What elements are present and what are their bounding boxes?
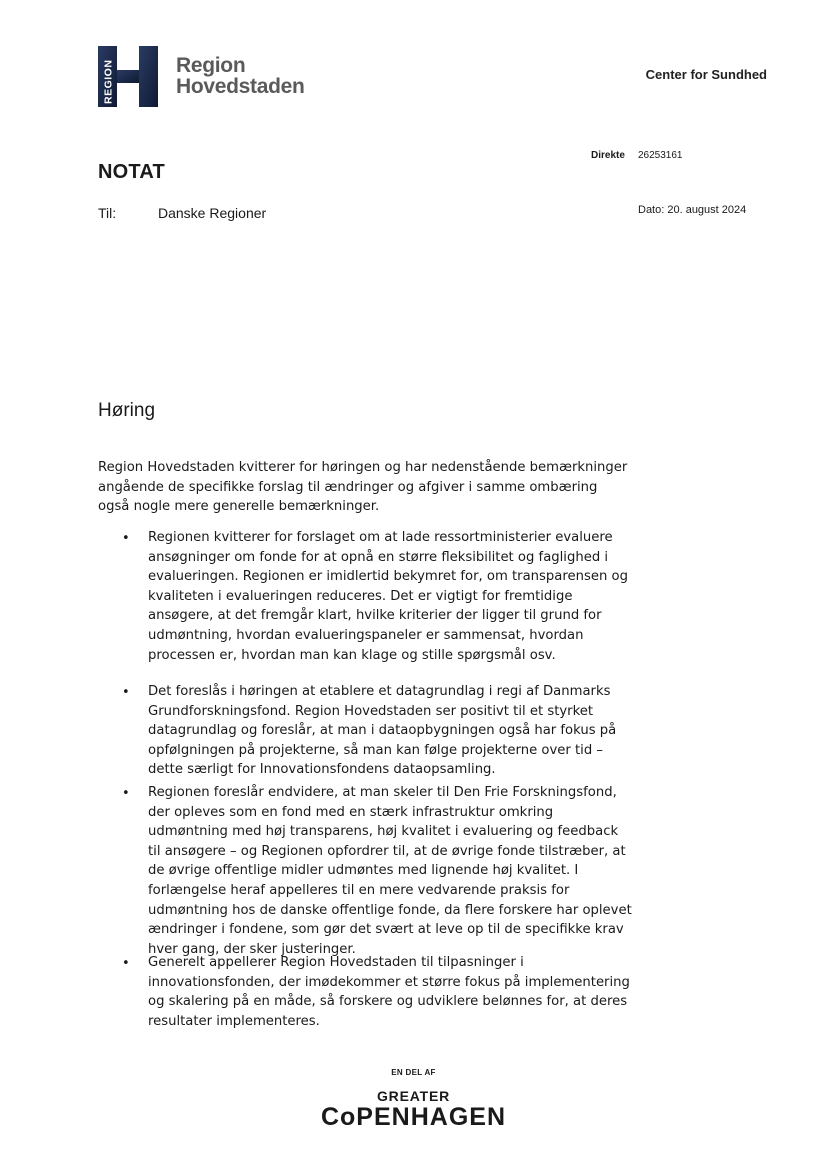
bullet-marker: • [122, 685, 130, 700]
bullet-marker: • [122, 531, 130, 546]
bullet-marker: • [122, 786, 130, 801]
direkte-phone: 26253161 [638, 150, 683, 161]
footer-part-of: EN DEL AF [391, 1068, 436, 1077]
region-logo [98, 46, 305, 108]
footer-brand-greater: GREATER [376, 1088, 450, 1104]
logo-line-region: Region [176, 54, 246, 77]
recipient-label: Til: [98, 205, 117, 221]
footer-brand-copenhagen: CoPENHAGEN [320, 1103, 506, 1131]
recipient-value: Danske Regioner [158, 205, 267, 221]
bullet-item: Regionen kvitterer for forslaget om at lade ressortministerier evaluere ansøgninger om fonde for at opnå en større fleksibilitet og faglighed i evalueringen. Regionen er imidlertid bekymret for, om transparensen og kvaliteten i evalueringen reduceres. Det er vigtigt for fremtidige ansøgere, at det fremgår klart, hvilke kriterier der ligger til grund for udmøntning, hvordan evalueringspaneler er sammensat, hvordan processen er, hvordan man kan klage og stille spørgsmål osv. [148, 530, 628, 663]
intro-paragraph: Region Hovedstaden kvitterer for høringen og har nedenstående bemærkninger angående de specifikke forslag til ændringer og afgiver i samme ombæring også nogle mere generelle bemærkninger. [98, 460, 628, 515]
bullet-item: Generelt appellerer Region Hovedstaden til tilpasninger i innovationsfonden, der imødekommer et større fokus på implementering og skalering på en måde, så forskere og udviklere belønnes for, at deres resultater implementeres. [148, 955, 630, 1029]
bullet-item: Regionen foreslår endvidere, at man skeler til Den Frie Forskningsfond, der opleves som en fond med en stærk infrastruktur omkring udmøntning med høj transparens, høj kvalitet i evaluering og feedback til ansøgere – og Regionen opfordrer til, at de øvrige fonde tilstræber, at de øvrige offentlige midler udmøntes med lignende høj kvalitet. I forlængelse heraf appelleres til en mere vedvarende praksis for udmøntning hos de danske offentlige fonde, da flere forskere har oplevet ændringer i fondene, som gør det svært at leve op til de specifikke krav hver gang, der sker justeringer. [148, 785, 632, 957]
logo-line-hovedstaden: Hovedstaden [176, 75, 305, 98]
bullet-item: Det foreslås i høringen at etablere et datagrundlag i regi af Danmarks Grundforskningsfond. Region Hovedstaden ser positivt til et styrket datagrundlag og foreslår, at man i dataopbygningen også har fokus på opfølgningen på projekterne, så man kan følge projekterne over tid – dette særligt for Innovationsfondens dataopsamling. [148, 684, 617, 778]
section-heading: Høring [98, 400, 156, 421]
bullet-marker: • [122, 956, 130, 971]
document-date: Dato: 20. august 2024 [638, 204, 747, 216]
center-name: Center for Sundhed [645, 67, 767, 82]
logo-vertical-text: REGION [102, 59, 115, 104]
direkte-label: Direkte [591, 150, 625, 161]
document-type: NOTAT [98, 161, 165, 183]
region-h-logo-icon [98, 46, 158, 107]
